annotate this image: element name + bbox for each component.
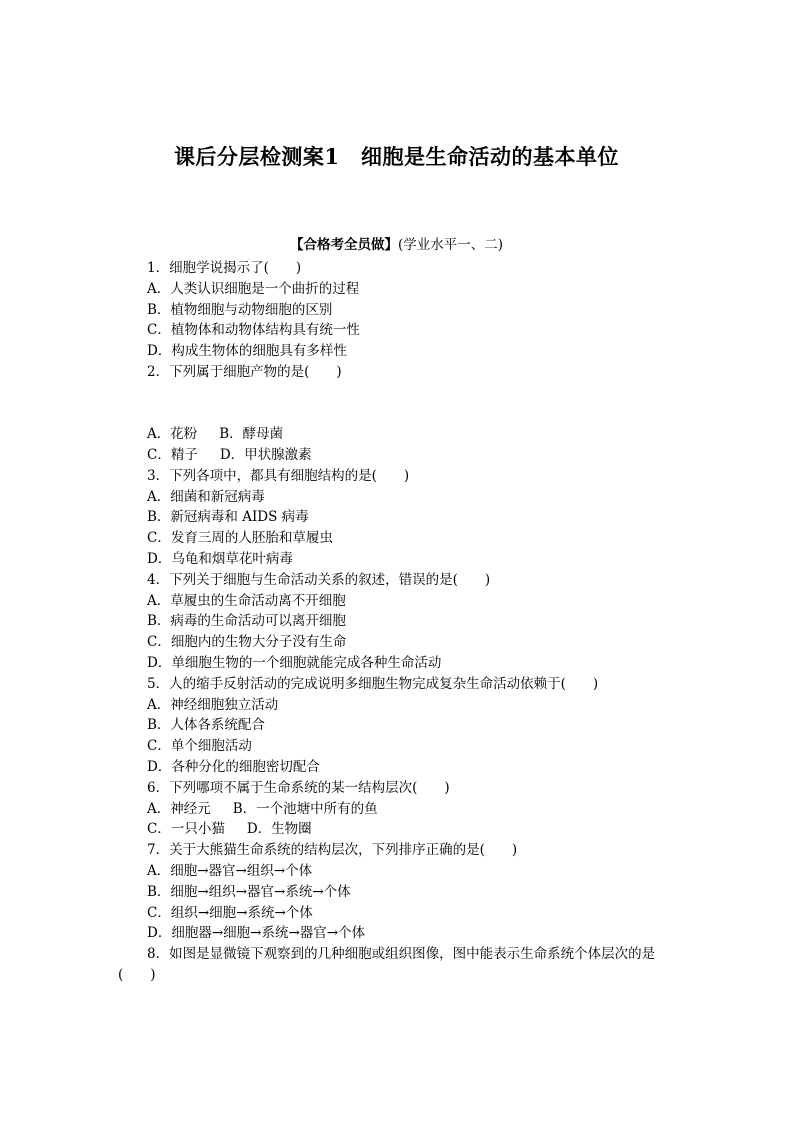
section-heading-level: (学业水平一、二) <box>397 237 504 253</box>
question-5: 5．人的缩手反射活动的完成说明多细胞生物完成复杂生命活动依赖于( ) <box>147 676 599 692</box>
question-2-option-d: D．甲状腺激素 <box>219 447 312 463</box>
question-4-option-a: A．草履虫的生命活动离不开细胞 <box>147 593 346 609</box>
question-7-option-a: A．细胞→器官→组织→个体 <box>147 863 313 879</box>
question-3: 3．下列各项中，都具有细胞结构的是( ) <box>147 468 410 484</box>
question-1-option-b: B．植物细胞与动物细胞的区别 <box>147 302 333 318</box>
question-6: 6．下列哪项不属于生命系统的某一结构层次( ) <box>147 780 450 796</box>
question-7: 7．关于大熊猫生命系统的结构层次，下列排序正确的是( ) <box>147 842 518 858</box>
question-6-option-b: B．一个池塘中所有的鱼 <box>232 801 378 817</box>
section-heading-bold: 【合格考全员做】 <box>289 237 398 253</box>
question-6-options-row-2 <box>147 819 312 839</box>
question-2-option-a: A．花粉 <box>147 426 198 442</box>
question-3-option-b: B．新冠病毒和 AIDS 病毒 <box>147 509 309 525</box>
question-3-option-c: C．发育三周的人胚胎和草履虫 <box>147 530 333 546</box>
question-6-option-a: A．神经元 <box>147 801 211 817</box>
section-heading <box>0 233 793 253</box>
question-4-option-c: C．细胞内的生物大分子没有生命 <box>147 634 347 650</box>
question-7-option-c: C．组织→细胞→系统→个体 <box>147 905 313 921</box>
question-1: 1．细胞学说揭示了( ) <box>147 260 302 276</box>
question-1-option-a: A．人类认识细胞是一个曲折的过程 <box>147 281 360 297</box>
question-8-answer-bracket: ( ) <box>118 967 156 983</box>
question-2-option-c: C．精子 <box>147 447 198 463</box>
question-6-options-row-1 <box>147 799 378 819</box>
question-2: 2．下列属于细胞产物的是( ) <box>147 364 342 380</box>
question-5-option-a: A．神经细胞独立活动 <box>147 697 279 713</box>
question-5-option-d: D．各种分化的细胞密切配合 <box>147 759 320 775</box>
question-5-option-b: B．人体各系统配合 <box>147 717 265 733</box>
question-3-option-d: D．乌龟和烟草花叶病毒 <box>147 551 293 567</box>
question-3-option-a: A．细菌和新冠病毒 <box>147 489 265 505</box>
page-title: 课后分层检测案1 细胞是生命活动的基本单位 <box>173 144 620 169</box>
question-1-option-d: D．构成生物体的细胞具有多样性 <box>147 343 347 359</box>
question-2-option-b: B．酵母菌 <box>219 426 284 442</box>
question-4: 4．下列关于细胞与生命活动关系的叙述，错误的是( ) <box>147 572 491 588</box>
question-8: 8．如图是显微镜下观察到的几种细胞或组织图像，图中能表示生命系统个体层次的是 <box>147 946 656 962</box>
question-2-options-row-1 <box>147 424 283 444</box>
question-7-option-d: D．细胞器→细胞→系统→器官→个体 <box>147 925 366 941</box>
question-2-options-row-2 <box>147 445 312 465</box>
question-7-option-b: B．细胞→组织→器官→系统→个体 <box>147 884 351 900</box>
question-5-option-c: C．单个细胞活动 <box>147 738 252 754</box>
question-1-option-c: C．植物体和动物体结构具有统一性 <box>147 322 360 338</box>
question-4-option-d: D．单细胞生物的一个细胞就能完成各种生命活动 <box>147 655 442 671</box>
question-4-option-b: B．病毒的生命活动可以离开细胞 <box>147 613 346 629</box>
question-6-option-d: D．生物圈 <box>246 821 312 837</box>
question-6-option-c: C．一只小猫 <box>147 821 225 837</box>
